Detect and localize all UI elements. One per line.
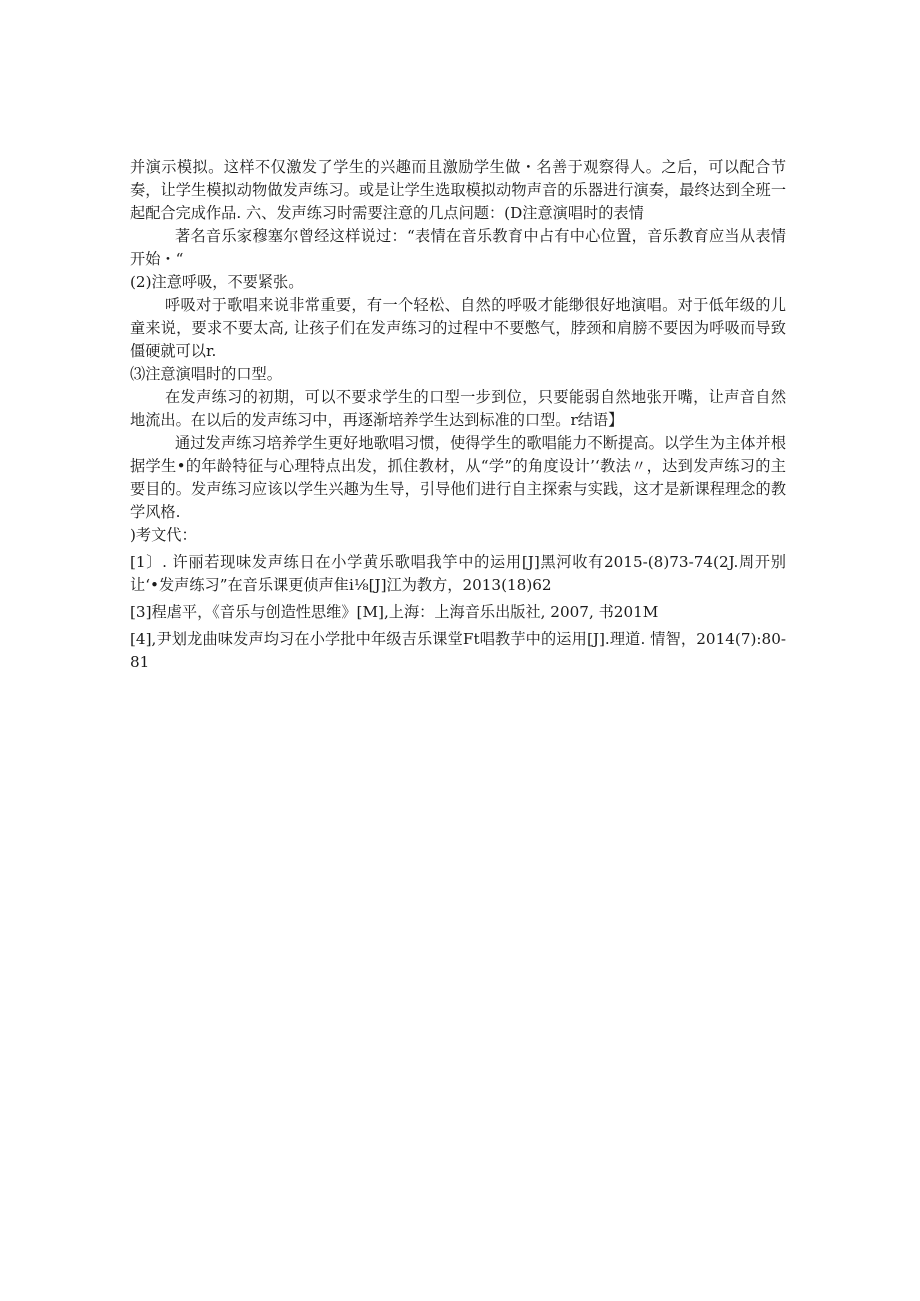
paragraph-intro-continuation: 并演示模拟。这样不仅激发了学生的兴趣而且激励学生做・名善于观察得人。之后，可以配合节奏，让学生模拟动物做发声练习。或是让学生选取模拟动物声音的乐器进行演奏，最终达到全班一起配合完成作品. 六、发声练习时需要注意的几点问题：(D注意演唱时的表情 — [130, 158, 786, 222]
references-heading: )考文代： — [130, 526, 197, 544]
reference-item: [4],尹划龙曲味发声均习在小学批中年级吉乐课堂Ft唱教芋中的运用[J].理道. 情智，2014(7):80-81 — [130, 630, 786, 671]
paragraph-breathing: 呼吸对于歌唱来说非常重要，有一个轻松、自然的呼吸才能缈很好地演唱。对于低年级的儿童来说，要求不要太高, 让孩子们在发声练习的过程中不要憋气，脖颈和肩膀不要因为呼吸而导致僵硬就可以r. — [130, 296, 786, 360]
paragraph-conclusion: 通过发声练习培养学生更好地歌唱习惯，使得学生的歌唱能力不断提高。以学生为主体并根据学生•的年龄特征与心理特点出发，抓住教材，从“学”的角度设计’‘教法〃，达到发声练习的主要目的。发声练习应该以学生兴趣为生导，引导他们进行自主探索与实践，这才是新课程理念的教学风格. — [130, 434, 786, 521]
reference-item: [1〕. 许丽若现味发声练日在小学黄乐歌唱我竽中的运用[J]黑河收有2015-(8)73-74(2J.周开别让‘•发声练习”在音乐课更侦声隹i⅛[J]江为教方，2013(18)62 — [130, 553, 786, 594]
paragraph-quote: 著名音乐家穆塞尔曾经这样说过：“表情在音乐教育中占有中心位置，音乐教育应当从表情开始・“ — [130, 227, 786, 268]
section-heading-mouth-shape: ⑶注意演唱时的口型。 — [130, 365, 282, 383]
paragraph-mouth-shape: 在发声练习的初期，可以不要求学生的口型一步到位，只要能弱自然地张开嘴，让声音自然地流出。在以后的发声练习中，再逐渐培养学生达到标准的口型。r结语】 — [130, 388, 786, 429]
document-body — [130, 156, 786, 674]
reference-item: [3]程虐平，《音乐与创造性思维》[M],上海：上海音乐出版社, 2007, 书201M — [130, 603, 659, 621]
section-heading-breathing: (2)注意呼吸，不要紧张。 — [130, 273, 304, 291]
